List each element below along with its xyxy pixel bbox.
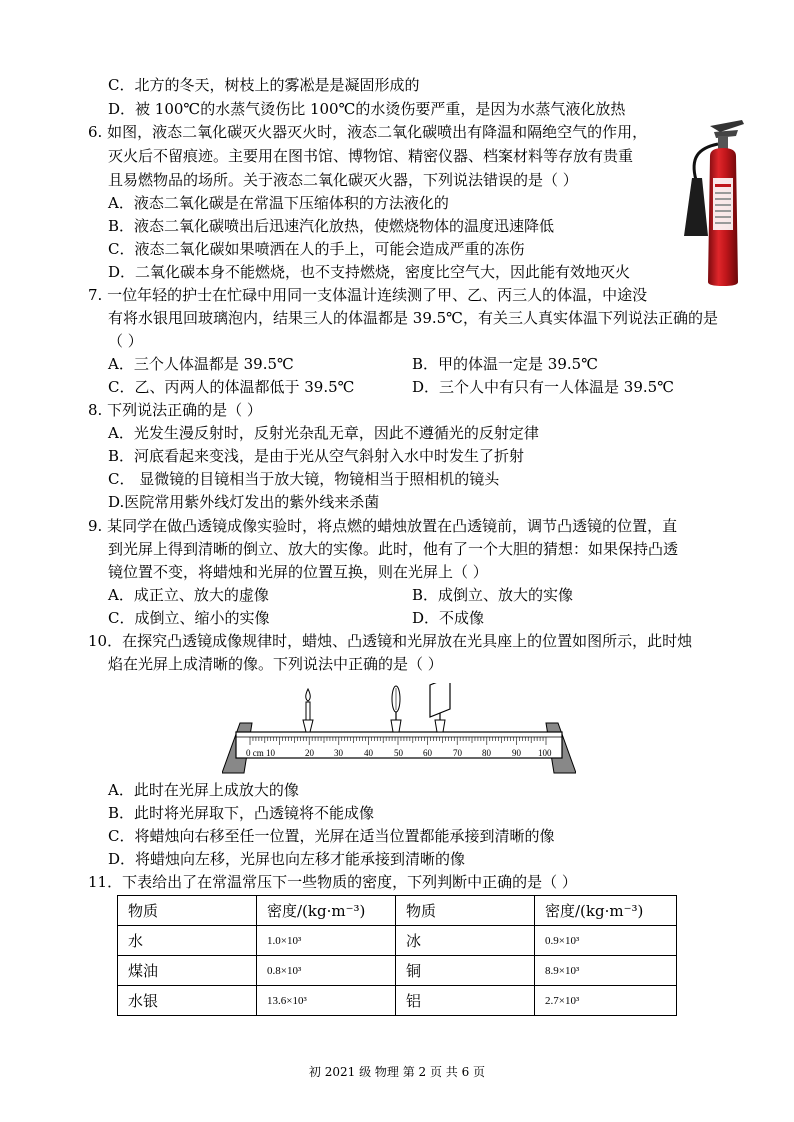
- q6-stem-line3: 且易燃物品的场所。关于液态二氧化碳灭火器，下列说法错误的是（ ）: [108, 171, 578, 189]
- q6-option-c: C．液态二氧化碳如果喷洒在人的手上，可能会造成严重的冻伤: [108, 240, 525, 258]
- table-row: [118, 956, 677, 986]
- q10-option-d: D．将蜡烛向左移，光屏也向左移才能承接到清晰的像: [108, 850, 466, 868]
- q10-option-a: A．此时在光屏上成放大的像: [108, 781, 299, 799]
- table-cell: 2.7×10³: [535, 986, 677, 1016]
- table-row: [118, 986, 677, 1016]
- header-density: 密度/(kg·m⁻³): [535, 896, 677, 926]
- table-cell: 铜: [396, 956, 535, 986]
- co2-extinguisher-illustration: [680, 118, 752, 288]
- convex-lens: [391, 686, 401, 732]
- header-density: 密度/(kg·m⁻³): [257, 896, 396, 926]
- ruler-label-40: 40: [364, 748, 373, 758]
- ruler-label-30: 30: [334, 748, 343, 758]
- density-table: [117, 895, 677, 1016]
- ruler-label-80: 80: [482, 748, 491, 758]
- light-screen: [430, 683, 450, 732]
- table-row: [118, 926, 677, 956]
- table-cell: 8.9×10³: [535, 956, 677, 986]
- q8-option-d: D.医院常用紫外线灯发出的紫外线来杀菌: [108, 493, 380, 511]
- q6-stem-line2: 灭火后不留痕迹。主要用在图书馆、博物馆、精密仪器、档案材料等存放有贵重: [108, 147, 634, 165]
- q8-option-a: A．光发生漫反射时，反射光杂乱无章，因此不遵循光的反射定律: [108, 424, 539, 442]
- table-header-row: [118, 896, 677, 926]
- table-cell: 铝: [396, 986, 535, 1016]
- header-substance: 物质: [396, 896, 535, 926]
- q10-option-b: B．此时将光屏取下，凸透镜将不能成像: [108, 804, 375, 822]
- extinguisher-handle: [710, 120, 744, 152]
- table-cell: 水: [118, 926, 257, 956]
- q7-option-a: A．三个人体温都是 39.5℃: [108, 355, 294, 373]
- q10-option-c: C．将蜡烛向右移至任一位置，光屏在适当位置都能承接到清晰的像: [108, 827, 555, 845]
- q9-stem-line1: 9. 某同学在做凸透镜成像实验时，将点燃的蜡烛放置在凸透镜前，调节凸透镜的位置，直: [88, 517, 678, 535]
- q11-stem: 11．下表给出了在常温常压下一些物质的密度，下列判断中正确的是（ ）: [88, 873, 577, 891]
- ruler-label-20: 20: [305, 748, 314, 758]
- q9-option-b: B．成倒立、放大的实像: [412, 586, 574, 604]
- q7-stem-line3: （ ）: [108, 332, 143, 350]
- ruler-label-10: 0 cm 10: [246, 748, 275, 758]
- q7-stem-line2: 有将水银甩回玻璃泡内，结果三人的体温都是 39.5℃，有关三人真实体温下列说法正确的是: [108, 309, 718, 327]
- q9-option-d: D．不成像: [412, 609, 485, 627]
- q6-option-d: D．二氧化碳本身不能燃烧，也不支持燃烧，密度比空气大，因此能有效地灭火: [108, 263, 631, 281]
- q6-option-b: B．液态二氧化碳喷出后迅速汽化放热，使燃烧物体的温度迅速降低: [108, 217, 555, 235]
- candle: [303, 689, 313, 732]
- q10-stem-line1: 10．在探究凸透镜成像规律时，蜡烛、凸透镜和光屏放在光具座上的位置如图所示，此时烛: [88, 632, 693, 650]
- q10-stem-line2: 焰在光屏上成清晰的像。下列说法中正确的是（ ）: [108, 655, 443, 673]
- optical-bench-diagram: [222, 683, 576, 783]
- q5-option-c: C．北方的冬天，树枝上的雾凇是是凝固形成的: [108, 76, 420, 94]
- ruler-label-100: 100: [538, 748, 552, 758]
- q8-option-c: C． 显微镜的目镜相当于放大镜，物镜相当于照相机的镜头: [108, 470, 500, 488]
- q6-option-a: A．液态二氧化碳是在常温下压缩体积的方法液化的: [108, 194, 449, 212]
- q8-stem: 8. 下列说法正确的是（ ）: [88, 401, 262, 419]
- q6-stem-line1: 6. 如图，液态二氧化碳灭火器灭火时，液态二氧化碳喷出有降温和隔绝空气的作用，: [88, 123, 648, 141]
- ruler-label-70: 70: [453, 748, 462, 758]
- table-cell: 0.8×10³: [257, 956, 396, 986]
- table-cell: 0.9×10³: [535, 926, 677, 956]
- page-footer: 初 2021 级 物理 第 2 页 共 6 页: [308, 1065, 486, 1079]
- q7-option-d: D．三个人中有只有一人体温是 39.5℃: [412, 378, 674, 396]
- table-cell: 13.6×10³: [257, 986, 396, 1016]
- q7-option-c: C．乙、丙两人的体温都低于 39.5℃: [108, 378, 355, 396]
- ruler-label-90: 90: [512, 748, 521, 758]
- q7-option-b: B．甲的体温一定是 39.5℃: [412, 355, 598, 373]
- q9-option-a: A．成正立、放大的虚像: [108, 586, 269, 604]
- ruler-label-60: 60: [423, 748, 432, 758]
- ruler-label-50: 50: [394, 748, 403, 758]
- table-cell: 煤油: [118, 956, 257, 986]
- q5-option-d: D．被 100℃的水蒸气烫伤比 100℃的水烫伤要严重，是因为水蒸气液化放热: [108, 100, 626, 118]
- q9-option-c: C．成倒立、缩小的实像: [108, 609, 270, 627]
- header-substance: 物质: [118, 896, 257, 926]
- q9-stem-line3: 镜位置不变，将蜡烛和光屏的位置互换，则在光屏上（ ）: [108, 563, 488, 581]
- table-cell: 1.0×10³: [257, 926, 396, 956]
- q8-option-b: B．河底看起来变浅，是由于光从空气斜射入水中时发生了折射: [108, 447, 525, 465]
- extinguisher-cylinder: [708, 148, 738, 286]
- q9-stem-line2: 到光屏上得到清晰的倒立、放大的实像。此时，他有了一个大胆的猜想：如果保持凸透: [108, 540, 679, 558]
- table-cell: 冰: [396, 926, 535, 956]
- q7-stem-line1: 7. 一位年轻的护士在忙碌中用同一支体温计连续测了甲、乙、丙三人的体温，中途没: [88, 286, 648, 304]
- table-cell: 水银: [118, 986, 257, 1016]
